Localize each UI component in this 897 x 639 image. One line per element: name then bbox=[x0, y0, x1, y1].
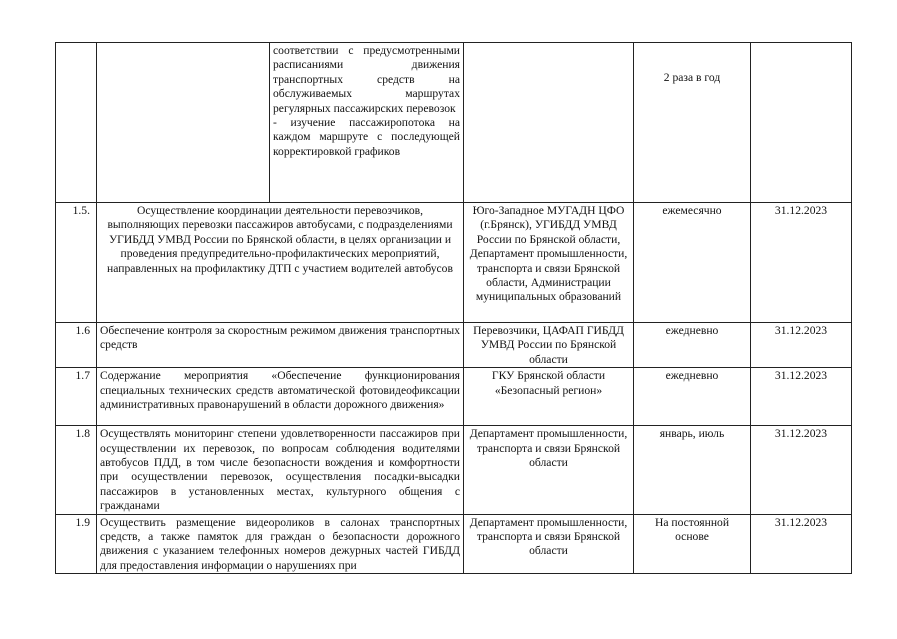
deadline-cell: 31.12.2023 bbox=[751, 368, 852, 426]
row-number: 1.6 bbox=[56, 323, 97, 368]
row-number: 1.8 bbox=[56, 426, 97, 514]
measure-text: Осуществление координации деятельности перевозчиков, выполняющих перевозки пассажиров автобусами, с подразделениями УГИБДД УМВД России по Брянской области, в целях организации и проведения предупредительно-профилактических мероприятий, направленных на профилактику ДТП с участием водителей автобусов bbox=[97, 203, 464, 323]
deadline-cell: 31.12.2023 bbox=[751, 203, 852, 323]
deadline-cell: 31.12.2023 bbox=[751, 426, 852, 514]
responsible-cell: Департамент промышленности, транспорта и связи Брянской области bbox=[464, 514, 634, 574]
measure-text: Осуществить размещение видеороликов в салонах транспортных средств, а также памяток для граждан о безопасности дорожного движения с указанием телефонных номеров дежурных частей ГИБДД для предоставления информации о нарушениях при bbox=[97, 514, 464, 574]
measure-text: соответствии с предусмотренными расписаниями движения транспортных средств на обслуживаемых маршрутах регулярных пассажирских перевозок - изучение пассажиропотока на каждом маршруте с последующей корректировкой графиков bbox=[270, 43, 464, 203]
table-row bbox=[56, 368, 852, 426]
measure-text: Осуществлять мониторинг степени удовлетворенности пассажиров при осуществлении их перевозок, по вопросам соблюдения водителями автобусов ПДД, в том числе безопасности вождения и комфортности при осуществлении перевозок, осуществления посадки-высадки пассажиров в установленных местах, культурного общения с гражданами bbox=[97, 426, 464, 514]
frequency-cell: январь, июль bbox=[634, 426, 751, 514]
measure-text: Обеспечение контроля за скоростным режимом движения транспортных средств bbox=[97, 323, 464, 368]
responsible-cell: Перевозчики, ЦАФАП ГИБДД УМВД России по Брянской области bbox=[464, 323, 634, 368]
row-number: 1.7 bbox=[56, 368, 97, 426]
table-row bbox=[56, 514, 852, 574]
responsible-cell: Юго-Западное МУГАДН ЦФО (г.Брянск), УГИБДД УМВД России по Брянской области, Департамент промышленности, транспорта и связи Брянской области, Администрации муниципальных образований bbox=[464, 203, 634, 323]
responsible-cell bbox=[464, 43, 634, 203]
empty-cell bbox=[97, 43, 270, 203]
frequency-cell: ежедневно bbox=[634, 368, 751, 426]
deadline-cell: 31.12.2023 bbox=[751, 323, 852, 368]
deadline-cell bbox=[751, 43, 852, 203]
table-row bbox=[56, 43, 852, 203]
measure-text: Содержание мероприятия «Обеспечение функционирования специальных технических средств автоматической фотовидеофиксации административных правонарушений в области дорожного движения» bbox=[97, 368, 464, 426]
frequency-cell: На постоянной основе bbox=[634, 514, 751, 574]
responsible-cell: Департамент промышленности, транспорта и связи Брянской области bbox=[464, 426, 634, 514]
deadline-cell: 31.12.2023 bbox=[751, 514, 852, 574]
table-row bbox=[56, 203, 852, 323]
responsible-cell: ГКУ Брянской области «Безопасный регион» bbox=[464, 368, 634, 426]
measures-table bbox=[55, 42, 852, 574]
table-row bbox=[56, 426, 852, 514]
row-number: 1.9 bbox=[56, 514, 97, 574]
table-row bbox=[56, 323, 852, 368]
frequency-cell: 2 раза в год bbox=[634, 43, 751, 203]
frequency-cell: ежемесячно bbox=[634, 203, 751, 323]
row-number: 1.5. bbox=[56, 203, 97, 323]
frequency-cell: ежедневно bbox=[634, 323, 751, 368]
row-number bbox=[56, 43, 97, 203]
